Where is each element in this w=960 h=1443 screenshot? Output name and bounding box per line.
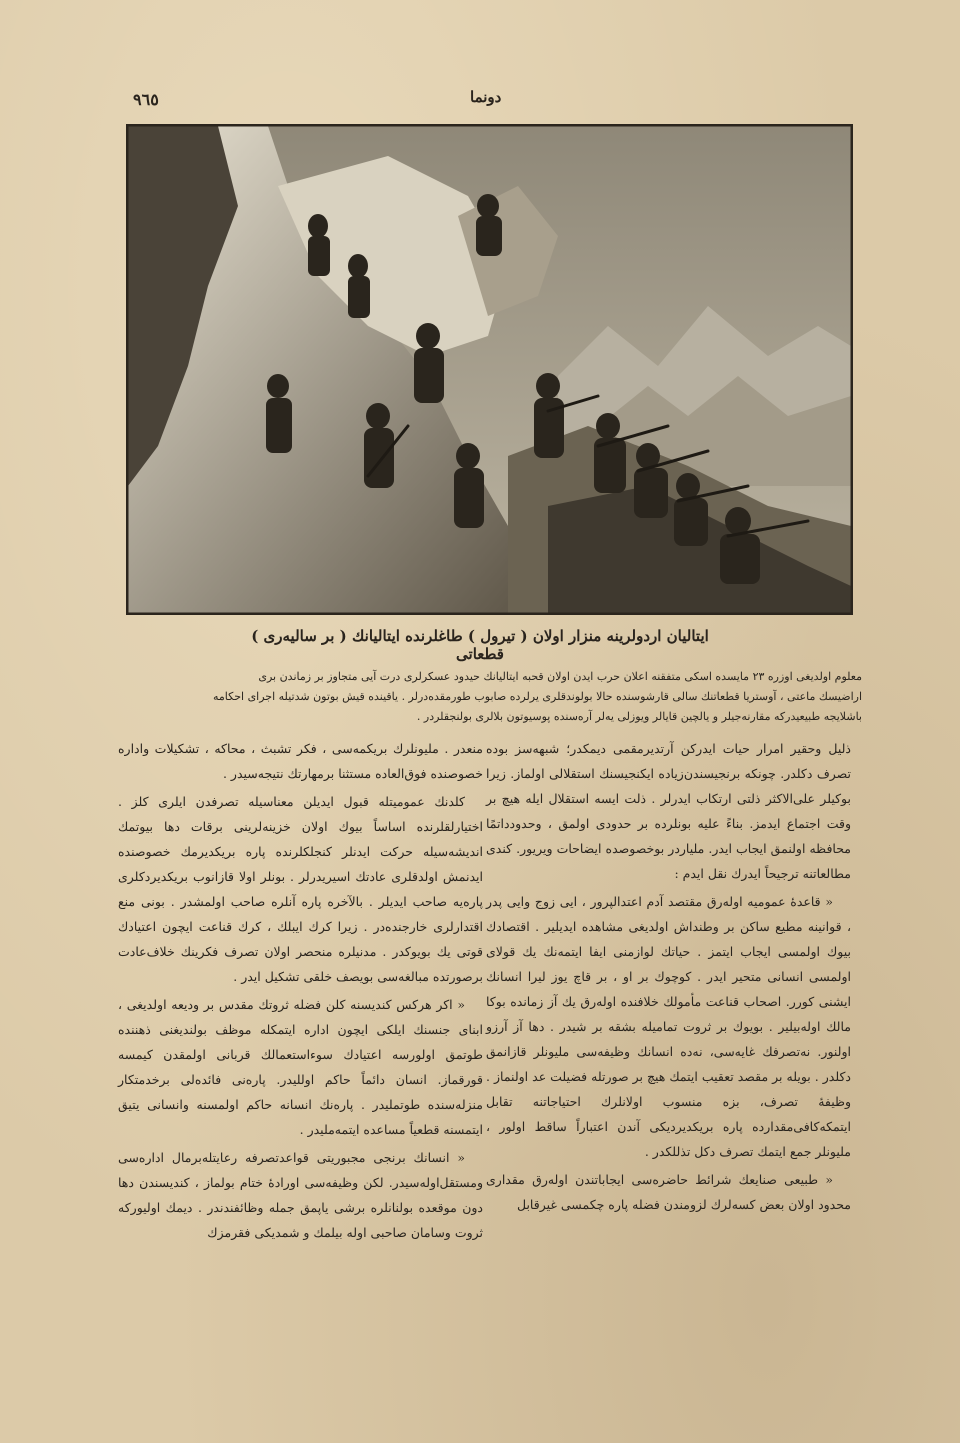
right-column (486, 736, 851, 1220)
intro-paragraph (142, 667, 862, 727)
intro-line: معلوم اولدیغی اوزره ۲۳ مایسده اسکی متفقنه اعلان حرب ایدن اولان قحبه ایتالیانك حیدود عسکرلری درت آیی متجاوز بر زماندن بری (258, 670, 862, 683)
paragraph: ذلیل وحقیر امرار حیات ایدرکن آرتدیرمقمی دیمکدر؛ شبهه‌سز بوده تصرف دکلدر. چونکه برنجیسندن‌زیاده ایکنجیسنك استقلالی اولماز. زیرا بوکیلر علی‌الاکثر ذلتی ارتکاب ایدرلر . ذلت ایسه استقلال ایله هیچ بر وقت اجتماع ایدمز. بناءً علیه بونلرده بر حدودی اولمق ، وحدودداتمًا محافظه اولنمق ایجاب ایدر. ملیاردر بوخصوصده ایضاحات ویریور. کندی مطالعاتنه ترجیحاً ایدرك نقل ایدم : (486, 741, 851, 881)
paragraph: منعدر . ملیونلرك بریکمه‌سی ، فکر تشبث ، محاکه ، تشکیلات واداره خصوصنده فوق‌العاده مستثنا برمهارتك نتیجه‌سیدر . (118, 741, 483, 781)
paragraph: « طبیعی صنایعك شرائط حاضره‌سی ایجاباتندن اوله‌رق مقداری محدود اولان بعض کسه‌لرك لزومندن فضله پاره چکمسی غیرقابل (486, 1172, 851, 1212)
photo-caption: ایتالیان اردولرینه منزار اولان ( تیرول ) طاغلرنده ایتالیانك ( بر سالیه‌ری ) قطعاتی (251, 627, 709, 663)
paragraph: « اکر هرکس کندیسنه کلن فضله ثروتك مقدس بر ودیعه اولدیغی ، ابنای جنسنك ایلکی ایچون اداره ایتمکله موظف بولندیغنی ذهننده طوتمق اولورسه اعتیادك سوء‌استعمالك قربانی اولمقدن کیمسه قورقماز. انسان دائماً حاکم اوللیدر. پاره‌نی فائده‌لی برخدمتکار منزله‌سنده طوتملیدر . پاره‌نك انسانه حاکم اولمسنه وانسانی یتیق ایتمسنه قطعیاً مساعده ایتمه‌ملیدر . (118, 997, 483, 1137)
war-photograph (126, 124, 853, 615)
paragraph: کلدنك عمومیتله قبول ایدیلن معناسیله تصرفدن ایلری کلز . اختیارلقلرنده اساساً بیوك اولان خزینه‌لرینی برقات دها بیوتمك اندیشه‌سیله حرکت ایدنلر کنجلکلرنده پاره بریکدیرمك خصوصنده ایدنمش اولدقلری عادتك اسیریدرلر . بونلر اولا قازانوب بریکدیردکلری پاره‌یه صاحب ایدیلر . بالآخره پاره آنلره صاحب اولمشدر . بونی منع اقتدارلری خارجنده‌در . زیرا کرك ایبلك ، کرك قناعت ایچون اعتیادك قوتی یك بویوکدر . مدنیلره منحصر اولان تصرف فکرینك خلاف‌عادت برصورتده مبالغه‌سی بویصف خلقی تشکیل ایدر . (118, 794, 483, 984)
paragraph: « انسانك برنجی مجبوریتی قواعدتصرفه رعایتله‌برمال اداره‌سی ومستقل‌اوله‌سیدر. لکن وظیفه‌سی اورادهٔ ختام بولماز ، کندیسندن دها دون موقعده بولنانلره برشی یاپمق جمله وظائفندندر . دیمك اولیورکه ثروت وسامان صاحبی اوله بیلمك و شمدیکی فقرمزك (118, 1150, 483, 1240)
page-number: ٩٦٥ (133, 90, 159, 109)
mountain-soldiers-illustration (128, 126, 851, 613)
intro-line: اراضیسك ماعتی ، آوستریا قطعاتنك سالی قارشوسنده حالا بولوندقلری یرلرده صابوب طورمقده‌درلر . یاقینده قیش بوتون شدتیله اجرای احکامه (213, 690, 862, 703)
left-column (118, 736, 483, 1248)
intro-line: باشلایجه طبیعیدرکه مقارنه‌جیلر و یالچین قایالر ویوزلی یه‌لر آره‌سنده پوسیوتون بلالری بولنجقلردر . (416, 710, 862, 723)
paragraph: « قاعدهٔ عمومیه اوله‌رق مقتصد آدم اعتدالپرور ، ایی زوج وایی پدر ، قوانینه مطیع ساکن بر وطنداش اولدیغی مشاهده ایدیلیر . اقتصادك بیوك اولمسی ایجاب ایتمز . حیاتك لوازمنی ایفا ایتمه‌نك یك قولای اولمسی انسانی متحیر ایدر . کوچوك بر او ، بر قاچ یوز لیرا انسانك ایشنی کورر. اصحاب قناعت مأمولك خلافنده اوله‌رق یك آز زمانده بوکا مالك اوله‌بیلیر . بویوك بر ثروت تمامیله بشقه بر شیدر . دها آز آرزو اولنور. نه‌تصرفك غایه‌سی، نه‌ده انسانك وظیفه‌سی ملیونلر قازانمق دکلدر . بویله بر مقصد تعقیب ایتمك هیچ بر صورتله فضیلت عد اولنماز . وظیفهٔ تصرف، بزه منسوب اولانلرك احتیاجاتنه تقابل ایتمکه‌کافی‌مقدارده پاره بریکدیردیکی آندن اعتباراً ساقط اولور ، ملیونلر جمع ایتمك تصرف دکل تذللکدر . (486, 894, 851, 1159)
running-title: دونما (470, 88, 502, 106)
